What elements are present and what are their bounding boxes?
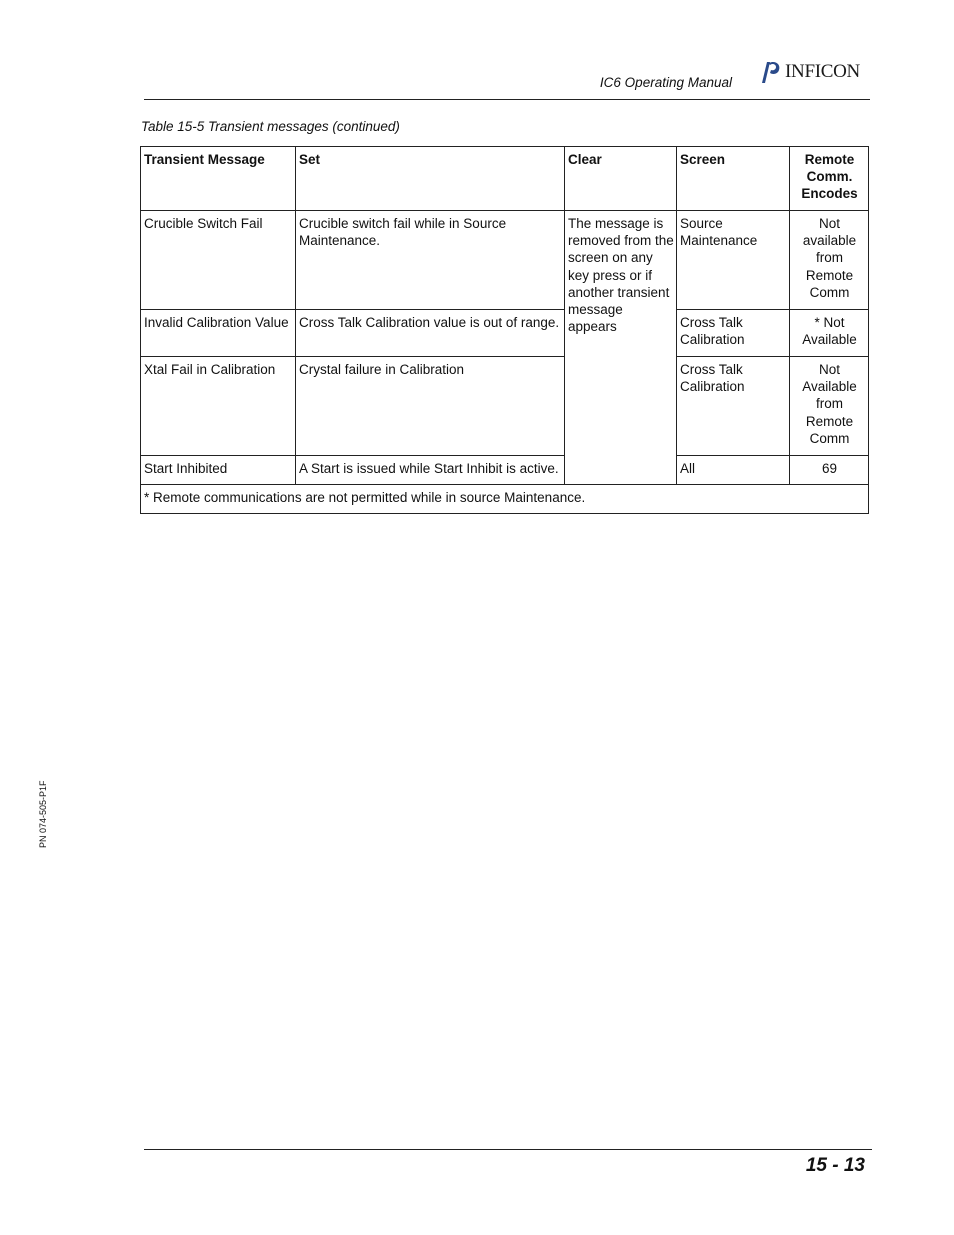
cell-set: A Start is issued while Start Inhibit is active. <box>296 456 565 485</box>
cell-set: Crystal failure in Calibration <box>296 357 565 456</box>
table-footnote: * Remote communications are not permitted while in source Maintenance. <box>141 485 869 514</box>
cell-remote: Not Available from Remote Comm <box>790 357 869 456</box>
cell-screen: All <box>677 456 790 485</box>
cell-clear: The message is removed from the screen on any key press or if another transient message appears <box>565 211 677 485</box>
header-remote-comm-encodes: Remote Comm. Encodes <box>790 147 869 211</box>
logo-wordmark: INFICON <box>785 61 860 82</box>
table-row <box>141 357 869 456</box>
inficon-logo-icon <box>760 59 782 85</box>
cell-screen: Source Maintenance <box>677 211 790 310</box>
table-row <box>141 310 869 357</box>
header-rule <box>144 99 870 100</box>
transient-messages-table <box>140 146 869 514</box>
cell-remote: 69 <box>790 456 869 485</box>
cell-screen: Cross Talk Calibration <box>677 357 790 456</box>
cell-message: Xtal Fail in Calibration <box>141 357 296 456</box>
header-screen: Screen <box>677 147 790 211</box>
table-row <box>141 456 869 485</box>
cell-set: Cross Talk Calibration value is out of range. <box>296 310 565 357</box>
table-caption: Table 15-5 Transient messages (continued) <box>141 119 400 134</box>
page-number: 15 - 13 <box>805 1155 865 1176</box>
cell-remote: * Not Available <box>790 310 869 357</box>
header-transient-message: Transient Message <box>141 147 296 211</box>
table-header-row <box>141 147 869 211</box>
cell-message: Invalid Calibration Value <box>141 310 296 357</box>
part-number: PN 074-505-P1F <box>38 780 48 848</box>
header-set: Set <box>296 147 565 211</box>
cell-set: Crucible switch fail while in Source Maintenance. <box>296 211 565 310</box>
inficon-logo <box>760 58 860 86</box>
cell-message: Crucible Switch Fail <box>141 211 296 310</box>
cell-screen: Cross Talk Calibration <box>677 310 790 357</box>
table-row <box>141 211 869 310</box>
manual-title: IC6 Operating Manual <box>599 75 732 90</box>
header-clear: Clear <box>565 147 677 211</box>
footer-rule <box>144 1149 872 1150</box>
table-footnote-row <box>141 485 869 514</box>
cell-remote: Not available from Remote Comm <box>790 211 869 310</box>
cell-message: Start Inhibited <box>141 456 296 485</box>
